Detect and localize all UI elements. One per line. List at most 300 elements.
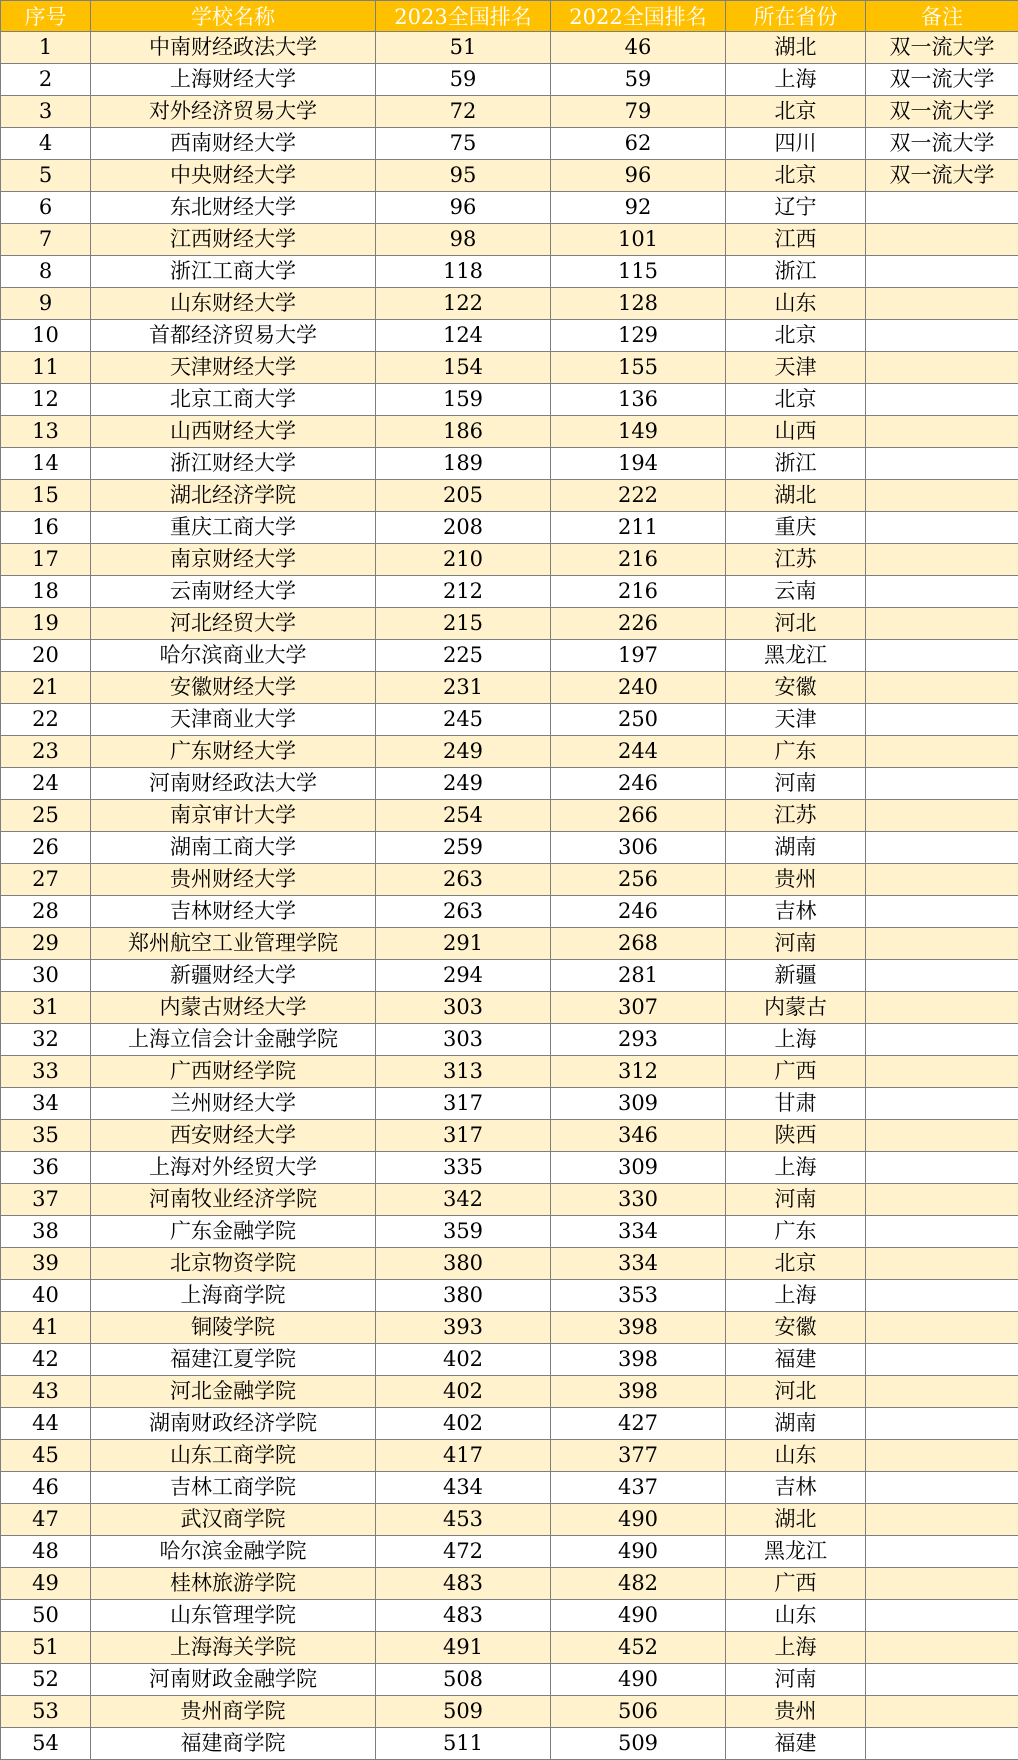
cell-rank-2023: 303 [376, 1024, 551, 1056]
cell-province: 广西 [726, 1056, 866, 1088]
cell-rank-2022: 197 [551, 640, 726, 672]
cell-province: 北京 [726, 96, 866, 128]
cell-province: 内蒙古 [726, 992, 866, 1024]
cell-note [866, 544, 1018, 576]
cell-rank-2022: 240 [551, 672, 726, 704]
cell-rank-2023: 402 [376, 1344, 551, 1376]
cell-province: 陕西 [726, 1120, 866, 1152]
table-row [1, 416, 1018, 448]
table-row [1, 608, 1018, 640]
table-row [1, 1280, 1018, 1312]
cell-rank-2023: 75 [376, 128, 551, 160]
cell-province: 河南 [726, 928, 866, 960]
cell-school-name: 北京工商大学 [91, 384, 376, 416]
cell-school-name: 南京审计大学 [91, 800, 376, 832]
cell-rank-2022: 246 [551, 896, 726, 928]
cell-school-name: 河南牧业经济学院 [91, 1184, 376, 1216]
cell-school-name: 西安财经大学 [91, 1120, 376, 1152]
header-index: 序号 [1, 1, 91, 32]
table-row [1, 1120, 1018, 1152]
cell-province: 河南 [726, 1664, 866, 1696]
cell-note [866, 288, 1018, 320]
table-row [1, 544, 1018, 576]
cell-rank-2022: 136 [551, 384, 726, 416]
cell-rank-2022: 246 [551, 768, 726, 800]
table-row [1, 512, 1018, 544]
cell-rank-2023: 95 [376, 160, 551, 192]
cell-rank-2022: 312 [551, 1056, 726, 1088]
cell-index: 15 [1, 480, 91, 512]
cell-rank-2023: 402 [376, 1408, 551, 1440]
cell-school-name: 内蒙古财经大学 [91, 992, 376, 1024]
cell-rank-2022: 398 [551, 1344, 726, 1376]
cell-rank-2022: 293 [551, 1024, 726, 1056]
cell-rank-2022: 92 [551, 192, 726, 224]
cell-school-name: 福建江夏学院 [91, 1344, 376, 1376]
cell-rank-2022: 244 [551, 736, 726, 768]
cell-rank-2023: 483 [376, 1568, 551, 1600]
cell-rank-2023: 189 [376, 448, 551, 480]
table-row [1, 1440, 1018, 1472]
cell-index: 23 [1, 736, 91, 768]
cell-note [866, 1632, 1018, 1664]
cell-rank-2023: 359 [376, 1216, 551, 1248]
cell-note [866, 1184, 1018, 1216]
cell-province: 河北 [726, 608, 866, 640]
cell-school-name: 湖南工商大学 [91, 832, 376, 864]
cell-note [866, 416, 1018, 448]
cell-school-name: 贵州商学院 [91, 1696, 376, 1728]
cell-index: 39 [1, 1248, 91, 1280]
cell-rank-2022: 482 [551, 1568, 726, 1600]
table-row [1, 896, 1018, 928]
cell-note [866, 768, 1018, 800]
cell-note [866, 1728, 1018, 1760]
cell-rank-2022: 101 [551, 224, 726, 256]
cell-rank-2022: 59 [551, 64, 726, 96]
cell-rank-2023: 483 [376, 1600, 551, 1632]
cell-rank-2022: 128 [551, 288, 726, 320]
table-row [1, 768, 1018, 800]
cell-index: 5 [1, 160, 91, 192]
cell-index: 3 [1, 96, 91, 128]
cell-index: 34 [1, 1088, 91, 1120]
cell-index: 25 [1, 800, 91, 832]
table-row [1, 1536, 1018, 1568]
cell-province: 湖南 [726, 1408, 866, 1440]
cell-index: 54 [1, 1728, 91, 1760]
table-header [1, 1, 1018, 32]
cell-province: 天津 [726, 352, 866, 384]
cell-note [866, 736, 1018, 768]
table-row [1, 224, 1018, 256]
cell-province: 上海 [726, 1632, 866, 1664]
cell-province: 湖北 [726, 32, 866, 64]
cell-rank-2023: 335 [376, 1152, 551, 1184]
cell-note [866, 1152, 1018, 1184]
cell-note [866, 1056, 1018, 1088]
table-row [1, 736, 1018, 768]
cell-province: 广东 [726, 736, 866, 768]
cell-index: 53 [1, 1696, 91, 1728]
cell-province: 福建 [726, 1728, 866, 1760]
cell-province: 湖南 [726, 832, 866, 864]
cell-index: 17 [1, 544, 91, 576]
cell-school-name: 天津财经大学 [91, 352, 376, 384]
cell-rank-2022: 62 [551, 128, 726, 160]
cell-school-name: 吉林工商学院 [91, 1472, 376, 1504]
table-row [1, 1056, 1018, 1088]
cell-rank-2023: 417 [376, 1440, 551, 1472]
cell-note [866, 1568, 1018, 1600]
table-row [1, 352, 1018, 384]
cell-index: 26 [1, 832, 91, 864]
cell-index: 21 [1, 672, 91, 704]
cell-rank-2022: 115 [551, 256, 726, 288]
cell-index: 46 [1, 1472, 91, 1504]
table-row [1, 160, 1018, 192]
cell-rank-2023: 402 [376, 1376, 551, 1408]
cell-school-name: 中南财经政法大学 [91, 32, 376, 64]
cell-province: 甘肃 [726, 1088, 866, 1120]
cell-rank-2022: 155 [551, 352, 726, 384]
cell-rank-2023: 210 [376, 544, 551, 576]
table-row [1, 1664, 1018, 1696]
cell-index: 6 [1, 192, 91, 224]
cell-index: 14 [1, 448, 91, 480]
cell-rank-2022: 226 [551, 608, 726, 640]
table-row [1, 384, 1018, 416]
table-row [1, 864, 1018, 896]
cell-province: 湖北 [726, 480, 866, 512]
cell-note [866, 352, 1018, 384]
cell-rank-2022: 216 [551, 544, 726, 576]
cell-rank-2023: 491 [376, 1632, 551, 1664]
cell-school-name: 湖南财政经济学院 [91, 1408, 376, 1440]
cell-index: 47 [1, 1504, 91, 1536]
cell-rank-2023: 212 [376, 576, 551, 608]
cell-province: 黑龙江 [726, 640, 866, 672]
cell-rank-2022: 268 [551, 928, 726, 960]
table-row [1, 448, 1018, 480]
cell-note [866, 1280, 1018, 1312]
cell-school-name: 上海对外经贸大学 [91, 1152, 376, 1184]
cell-index: 32 [1, 1024, 91, 1056]
cell-index: 18 [1, 576, 91, 608]
table-row [1, 1216, 1018, 1248]
cell-note [866, 384, 1018, 416]
cell-school-name: 兰州财经大学 [91, 1088, 376, 1120]
cell-index: 31 [1, 992, 91, 1024]
cell-index: 43 [1, 1376, 91, 1408]
cell-province: 四川 [726, 128, 866, 160]
header-province: 所在省份 [726, 1, 866, 32]
table-body [1, 32, 1018, 1760]
table-row [1, 1248, 1018, 1280]
cell-rank-2022: 306 [551, 832, 726, 864]
table-row [1, 1088, 1018, 1120]
cell-rank-2022: 256 [551, 864, 726, 896]
cell-index: 20 [1, 640, 91, 672]
cell-rank-2023: 254 [376, 800, 551, 832]
cell-note [866, 672, 1018, 704]
cell-index: 41 [1, 1312, 91, 1344]
cell-note [866, 320, 1018, 352]
cell-rank-2023: 122 [376, 288, 551, 320]
cell-rank-2022: 377 [551, 1440, 726, 1472]
cell-note [866, 928, 1018, 960]
cell-province: 江西 [726, 224, 866, 256]
cell-rank-2022: 194 [551, 448, 726, 480]
cell-school-name: 广西财经学院 [91, 1056, 376, 1088]
table-row [1, 128, 1018, 160]
cell-rank-2022: 490 [551, 1600, 726, 1632]
cell-rank-2023: 259 [376, 832, 551, 864]
cell-index: 52 [1, 1664, 91, 1696]
cell-index: 30 [1, 960, 91, 992]
cell-rank-2023: 225 [376, 640, 551, 672]
cell-rank-2022: 509 [551, 1728, 726, 1760]
cell-note [866, 576, 1018, 608]
table-row [1, 192, 1018, 224]
cell-rank-2022: 79 [551, 96, 726, 128]
cell-note [866, 1376, 1018, 1408]
cell-province: 山东 [726, 1600, 866, 1632]
cell-school-name: 新疆财经大学 [91, 960, 376, 992]
cell-note [866, 1664, 1018, 1696]
cell-school-name: 山东管理学院 [91, 1600, 376, 1632]
cell-note [866, 896, 1018, 928]
cell-school-name: 中央财经大学 [91, 160, 376, 192]
table-row [1, 1152, 1018, 1184]
cell-province: 北京 [726, 384, 866, 416]
cell-index: 49 [1, 1568, 91, 1600]
cell-index: 48 [1, 1536, 91, 1568]
cell-province: 安徽 [726, 1312, 866, 1344]
cell-province: 浙江 [726, 256, 866, 288]
cell-index: 42 [1, 1344, 91, 1376]
cell-index: 19 [1, 608, 91, 640]
cell-rank-2023: 263 [376, 864, 551, 896]
table-row [1, 1504, 1018, 1536]
table-row [1, 704, 1018, 736]
cell-school-name: 武汉商学院 [91, 1504, 376, 1536]
cell-note: 双一流大学 [866, 160, 1018, 192]
cell-rank-2023: 511 [376, 1728, 551, 1760]
cell-province: 上海 [726, 1280, 866, 1312]
cell-rank-2022: 490 [551, 1664, 726, 1696]
cell-school-name: 上海财经大学 [91, 64, 376, 96]
cell-school-name: 广东金融学院 [91, 1216, 376, 1248]
cell-province: 上海 [726, 64, 866, 96]
cell-index: 45 [1, 1440, 91, 1472]
cell-note [866, 1536, 1018, 1568]
cell-rank-2023: 186 [376, 416, 551, 448]
cell-note [866, 1472, 1018, 1504]
cell-index: 37 [1, 1184, 91, 1216]
header-rank-2022: 2022全国排名 [551, 1, 726, 32]
cell-index: 35 [1, 1120, 91, 1152]
cell-school-name: 对外经济贸易大学 [91, 96, 376, 128]
table-row [1, 32, 1018, 64]
cell-note [866, 1216, 1018, 1248]
cell-rank-2023: 472 [376, 1536, 551, 1568]
table-row [1, 1472, 1018, 1504]
cell-rank-2023: 263 [376, 896, 551, 928]
table-row [1, 832, 1018, 864]
cell-rank-2022: 330 [551, 1184, 726, 1216]
cell-province: 安徽 [726, 672, 866, 704]
cell-school-name: 上海商学院 [91, 1280, 376, 1312]
cell-rank-2023: 159 [376, 384, 551, 416]
cell-rank-2023: 124 [376, 320, 551, 352]
header-row [1, 1, 1018, 32]
table-row [1, 288, 1018, 320]
cell-province: 河南 [726, 1184, 866, 1216]
cell-note [866, 608, 1018, 640]
cell-note [866, 960, 1018, 992]
cell-school-name: 山东工商学院 [91, 1440, 376, 1472]
cell-school-name: 吉林财经大学 [91, 896, 376, 928]
cell-school-name: 北京物资学院 [91, 1248, 376, 1280]
table-row [1, 1632, 1018, 1664]
cell-index: 11 [1, 352, 91, 384]
cell-school-name: 铜陵学院 [91, 1312, 376, 1344]
cell-school-name: 福建商学院 [91, 1728, 376, 1760]
cell-index: 36 [1, 1152, 91, 1184]
cell-province: 湖北 [726, 1504, 866, 1536]
cell-rank-2022: 353 [551, 1280, 726, 1312]
cell-school-name: 首都经济贸易大学 [91, 320, 376, 352]
cell-index: 22 [1, 704, 91, 736]
cell-rank-2023: 509 [376, 1696, 551, 1728]
table-row [1, 1312, 1018, 1344]
table-row [1, 1344, 1018, 1376]
cell-province: 北京 [726, 320, 866, 352]
cell-rank-2023: 380 [376, 1248, 551, 1280]
cell-province: 山东 [726, 1440, 866, 1472]
cell-school-name: 桂林旅游学院 [91, 1568, 376, 1600]
table-row [1, 1600, 1018, 1632]
cell-province: 吉林 [726, 896, 866, 928]
cell-rank-2022: 266 [551, 800, 726, 832]
cell-note [866, 480, 1018, 512]
cell-note [866, 1344, 1018, 1376]
cell-province: 山西 [726, 416, 866, 448]
cell-rank-2022: 309 [551, 1152, 726, 1184]
table-row [1, 1184, 1018, 1216]
cell-rank-2022: 216 [551, 576, 726, 608]
cell-rank-2023: 154 [376, 352, 551, 384]
cell-rank-2023: 249 [376, 736, 551, 768]
cell-province: 福建 [726, 1344, 866, 1376]
cell-province: 贵州 [726, 1696, 866, 1728]
cell-school-name: 西南财经大学 [91, 128, 376, 160]
cell-school-name: 东北财经大学 [91, 192, 376, 224]
cell-rank-2022: 334 [551, 1248, 726, 1280]
cell-province: 山东 [726, 288, 866, 320]
header-note: 备注 [866, 1, 1018, 32]
cell-rank-2023: 393 [376, 1312, 551, 1344]
cell-school-name: 上海海关学院 [91, 1632, 376, 1664]
cell-province: 黑龙江 [726, 1536, 866, 1568]
cell-index: 9 [1, 288, 91, 320]
cell-province: 上海 [726, 1152, 866, 1184]
cell-school-name: 贵州财经大学 [91, 864, 376, 896]
cell-rank-2022: 96 [551, 160, 726, 192]
cell-rank-2022: 346 [551, 1120, 726, 1152]
cell-province: 广东 [726, 1216, 866, 1248]
cell-index: 51 [1, 1632, 91, 1664]
cell-index: 50 [1, 1600, 91, 1632]
cell-province: 河北 [726, 1376, 866, 1408]
cell-rank-2023: 72 [376, 96, 551, 128]
cell-rank-2022: 490 [551, 1536, 726, 1568]
cell-province: 天津 [726, 704, 866, 736]
cell-school-name: 哈尔滨金融学院 [91, 1536, 376, 1568]
cell-index: 2 [1, 64, 91, 96]
table-row [1, 640, 1018, 672]
cell-index: 1 [1, 32, 91, 64]
cell-note [866, 864, 1018, 896]
cell-rank-2022: 398 [551, 1312, 726, 1344]
cell-rank-2022: 211 [551, 512, 726, 544]
table-row [1, 672, 1018, 704]
cell-school-name: 河南财经政法大学 [91, 768, 376, 800]
cell-note [866, 640, 1018, 672]
table-row [1, 928, 1018, 960]
cell-rank-2023: 291 [376, 928, 551, 960]
cell-school-name: 浙江工商大学 [91, 256, 376, 288]
cell-province: 浙江 [726, 448, 866, 480]
cell-rank-2022: 309 [551, 1088, 726, 1120]
cell-index: 29 [1, 928, 91, 960]
cell-province: 上海 [726, 1024, 866, 1056]
cell-note: 双一流大学 [866, 64, 1018, 96]
cell-index: 27 [1, 864, 91, 896]
cell-province: 吉林 [726, 1472, 866, 1504]
cell-note [866, 1600, 1018, 1632]
cell-province: 重庆 [726, 512, 866, 544]
cell-school-name: 重庆工商大学 [91, 512, 376, 544]
table-row [1, 96, 1018, 128]
cell-note [866, 1120, 1018, 1152]
cell-province: 江苏 [726, 544, 866, 576]
cell-rank-2023: 215 [376, 608, 551, 640]
cell-school-name: 上海立信会计金融学院 [91, 1024, 376, 1056]
cell-school-name: 天津商业大学 [91, 704, 376, 736]
cell-school-name: 河北经贸大学 [91, 608, 376, 640]
cell-province: 北京 [726, 160, 866, 192]
table-row [1, 1568, 1018, 1600]
cell-rank-2023: 249 [376, 768, 551, 800]
cell-rank-2023: 453 [376, 1504, 551, 1536]
cell-rank-2023: 317 [376, 1088, 551, 1120]
cell-index: 44 [1, 1408, 91, 1440]
cell-rank-2022: 129 [551, 320, 726, 352]
cell-rank-2022: 222 [551, 480, 726, 512]
cell-rank-2022: 437 [551, 1472, 726, 1504]
cell-rank-2023: 245 [376, 704, 551, 736]
cell-province: 广西 [726, 1568, 866, 1600]
cell-index: 12 [1, 384, 91, 416]
cell-province: 云南 [726, 576, 866, 608]
cell-note: 双一流大学 [866, 32, 1018, 64]
cell-school-name: 安徽财经大学 [91, 672, 376, 704]
cell-school-name: 山西财经大学 [91, 416, 376, 448]
table-row [1, 480, 1018, 512]
cell-index: 8 [1, 256, 91, 288]
